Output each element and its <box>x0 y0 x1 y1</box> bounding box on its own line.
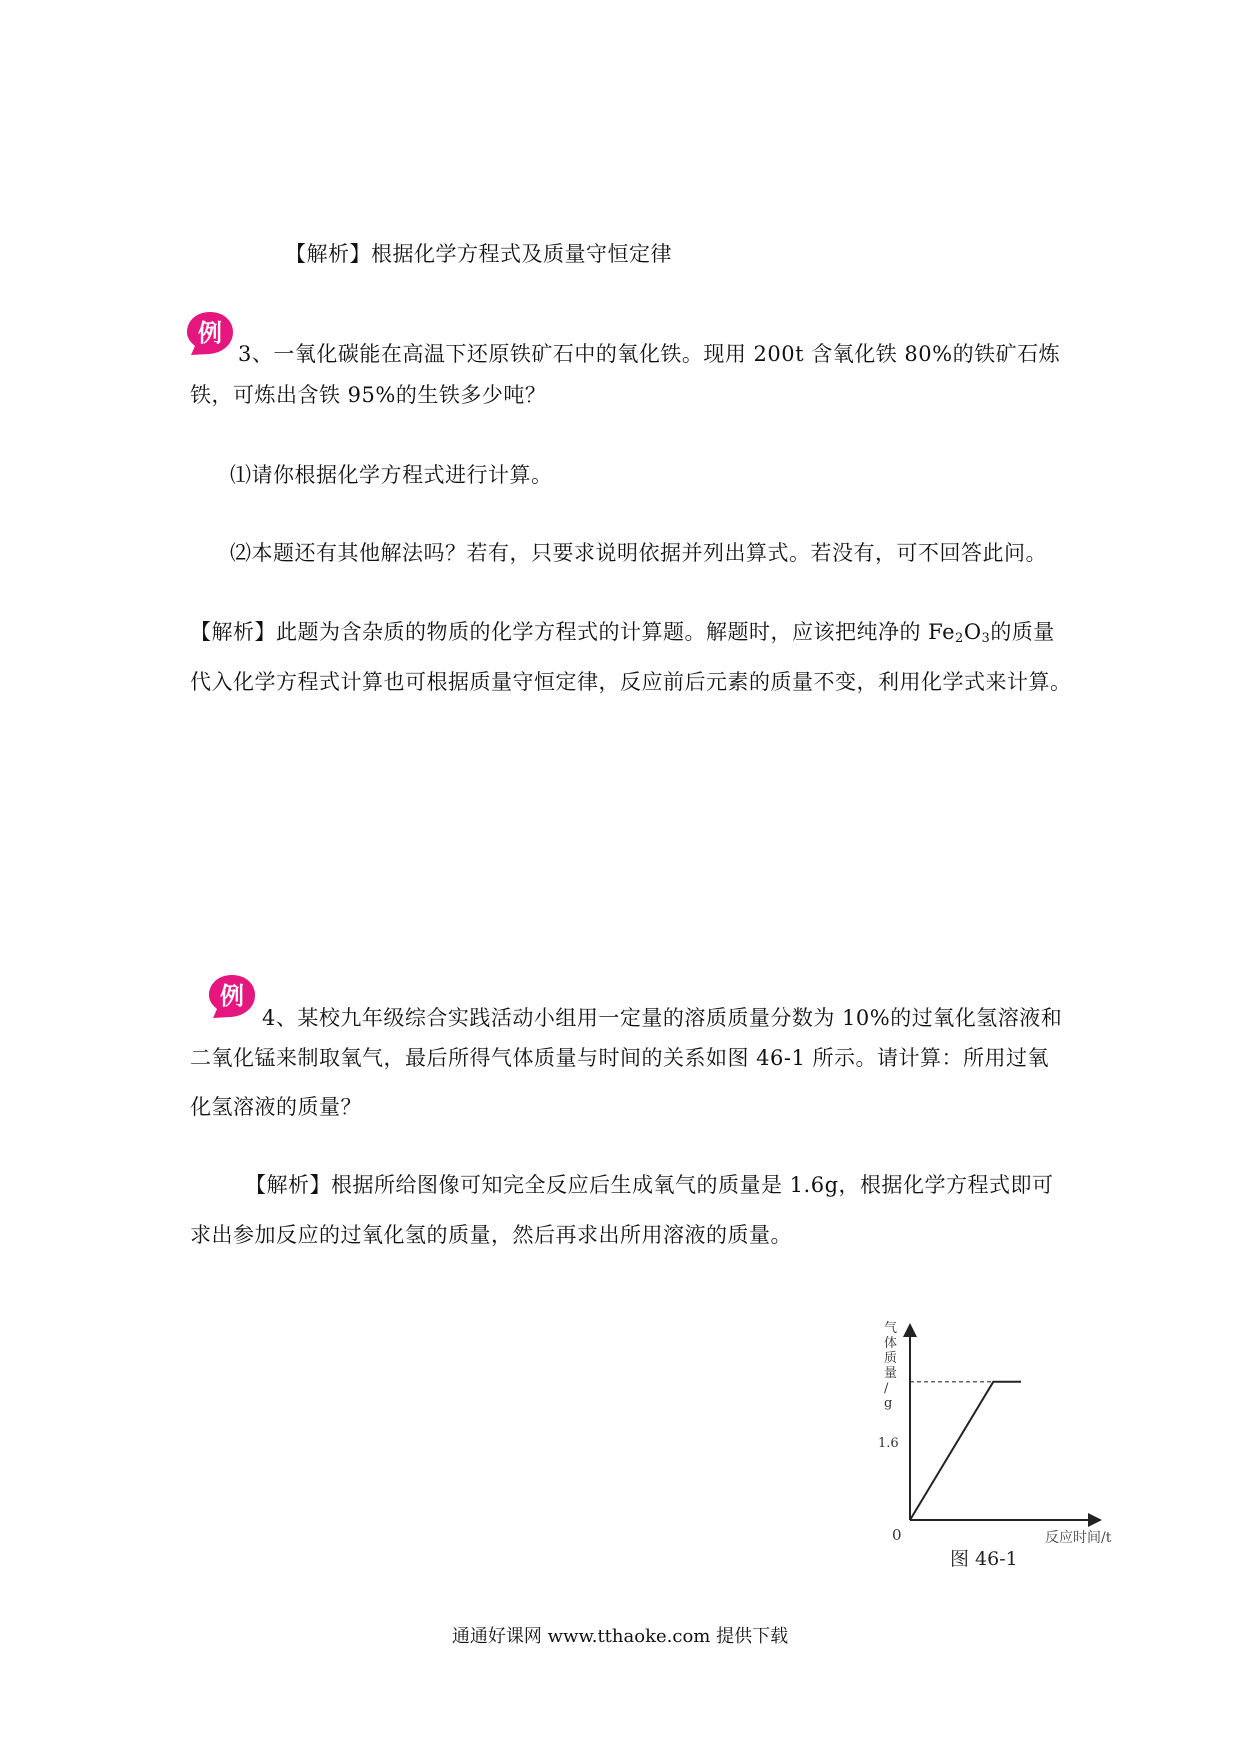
q3-analysis-line2: 代入化学方程式计算也可根据质量守恒定律，反应前后元素的质量不变，利用化学式来计算。 <box>190 670 1072 694</box>
q3-analysis-line1: 【解析】此题为含杂质的物质的化学方程式的计算题。解题时，应该把纯净的 $Fe_2O_3$的质量 <box>190 620 1055 646</box>
analysis-intro: 【解析】根据化学方程式及质量守恒定律 <box>285 242 672 266</box>
q3-line2: 铁，可炼出含铁 95%的生铁多少吨？ <box>190 383 547 407</box>
example-badge-icon <box>185 310 235 356</box>
q4-line1: 4、某校九年级综合实践活动小组用一定量的溶质质量分数为 10%的过氧化氢溶液和 <box>262 1006 1063 1030</box>
y-axis-label-char: 气 <box>884 1321 898 1336</box>
y-axis-label <box>884 1321 897 1411</box>
y-axis-label-char: 量 <box>884 1366 898 1381</box>
q3-subquestion-1: ⑴请你根据化学方程式进行计算。 <box>230 463 553 487</box>
q4-line3: 化氢溶液的质量？ <box>190 1095 362 1119</box>
series-line <box>910 1382 1021 1520</box>
q3-line1: 3、一氧化碳能在高温下还原铁矿石中的氧化铁。现用 200t 含氧化铁 80%的铁矿石炼 <box>238 342 1061 366</box>
origin-label: 0 <box>892 1526 902 1544</box>
q3-subquestion-2: ⑵本题还有其他解法吗？若有，只要求说明依据并列出算式。若没有，可不回答此问。 <box>230 541 1047 565</box>
x-axis-label: 反应时间/t <box>1045 1530 1112 1546</box>
example-badge-label: 例 <box>220 982 244 1010</box>
y-tick-label: 1.6 <box>878 1436 899 1451</box>
example-badge-label: 例 <box>198 319 222 347</box>
chart-caption: 图 46-1 <box>950 1548 1018 1570</box>
q4-analysis-line1: 【解析】根据所给图像可知完全反应后生成氧气的质量是 1.6g，根据化学方程式即可 <box>245 1173 1054 1197</box>
y-axis-label-char: 质 <box>884 1351 898 1366</box>
footer-text: 通通好课网 www.tthaoke.com 提供下载 <box>451 1626 789 1647</box>
q4-line2: 二氧化锰来制取氧气，最后所得气体质量与时间的关系如图 46-1 所示。请计算：所用过氧 <box>190 1046 1050 1070</box>
y-axis-label-char: 体 <box>884 1336 898 1351</box>
y-axis-label-char: / <box>884 1381 889 1396</box>
q4-analysis-line2: 求出参加反应的过氧化氢的质量，然后再求出所用溶液的质量。 <box>190 1223 792 1247</box>
y-axis-label-char: g <box>884 1396 893 1411</box>
gas-mass-time-chart <box>870 1310 1130 1580</box>
example-badge-icon <box>207 973 257 1019</box>
